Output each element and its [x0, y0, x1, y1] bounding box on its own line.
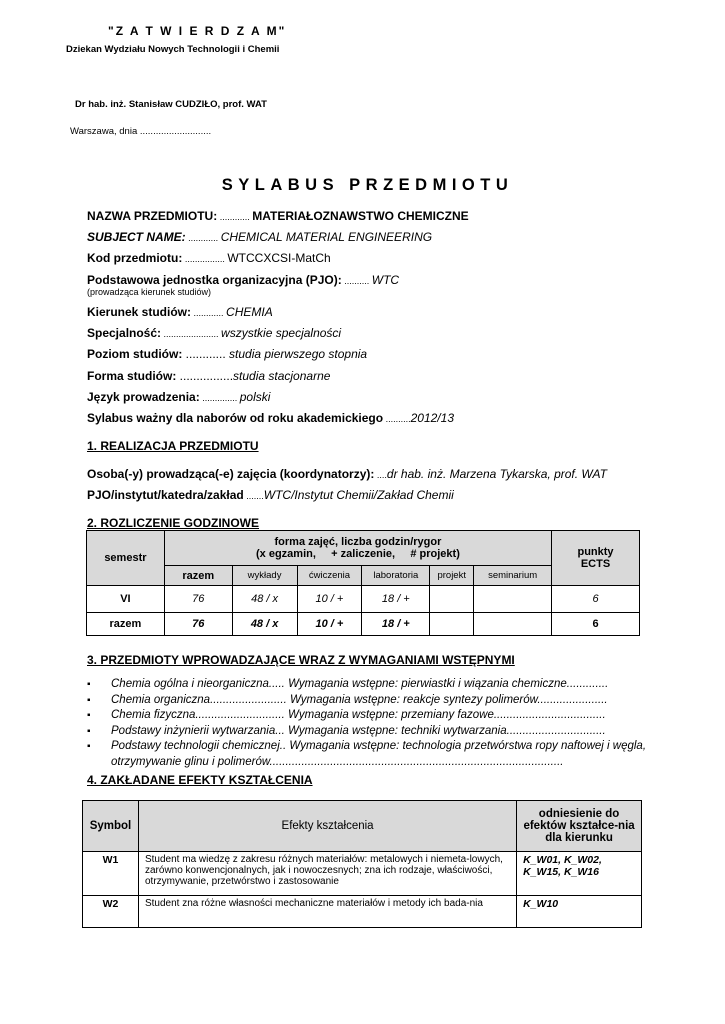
field-course-code — [87, 251, 331, 265]
header-exercises: ćwiczenia — [297, 566, 362, 586]
field-value: CHEMIA — [226, 305, 273, 319]
header-lectures: wykłady — [232, 566, 297, 586]
cell-symbol: W1 — [83, 852, 139, 896]
cell-ects: 6 — [552, 613, 640, 636]
list-item-text: Chemia ogólna i nieorganiczna..... Wymagania wstępne: pierwiastki i wiązania chemiczne............. — [111, 678, 609, 690]
field-dots: ............ — [182, 347, 230, 361]
field-org-unit — [87, 273, 399, 287]
document-title: SYLABUS PRZEDMIOTU — [221, 176, 514, 194]
section-2-title: 2. ROZLICZENIE GODZINOWE — [87, 516, 260, 530]
header-effects: Efekty kształcenia — [138, 801, 516, 852]
field-value: 2012/13 — [410, 411, 454, 425]
field-value: WTC — [371, 273, 400, 287]
list-item-text: Podstawy technologii chemicznej.. Wymagania wstępne: technologia przetwórstwa ropy naftowej i węgla, otrzymywanie glinu i polimerów............................................................................................ — [111, 740, 647, 768]
header-seminar: seminarium — [474, 566, 552, 586]
cell-labs: 18 / + — [362, 613, 430, 636]
cell-ects: 6 — [552, 586, 640, 613]
field-dots: ...................... — [161, 329, 222, 339]
header-symbol: Symbol — [83, 801, 139, 852]
field-dots: .......... — [383, 414, 411, 424]
field-label: Podstawowa jednostka organizacyjna (PJO): — [87, 273, 342, 287]
field-value: WTC/Instytut Chemii/Zakład Chemii — [263, 488, 454, 502]
field-dots: ............ — [191, 308, 227, 318]
cell-lectures: 48 / x — [232, 613, 297, 636]
field-valid-from — [87, 411, 454, 425]
cell-labs: 18 / + — [362, 586, 430, 613]
field-value: studia pierwszego stopnia — [229, 347, 368, 361]
field-label: Kod przedmiotu: — [87, 251, 183, 265]
header-reference: odniesienie do efektów kształce-nia dla kierunku — [517, 801, 642, 852]
cell-reference: K_W10 — [517, 896, 642, 928]
table-row — [87, 586, 640, 613]
field-dots: .............. — [199, 393, 240, 403]
field-value: polski — [239, 390, 271, 404]
header-class-form-line2: (x egzamin, + zaliczenie, # projekt) — [256, 548, 460, 560]
list-item — [87, 739, 647, 770]
cell-exercises: 10 / + — [297, 586, 362, 613]
field-language — [87, 390, 270, 404]
effects-table — [82, 800, 642, 928]
header-project: projekt — [430, 566, 474, 586]
field-pjo — [87, 488, 454, 502]
hours-table — [86, 530, 640, 636]
field-value: dr hab. inż. Marzena Tykarska, prof. WAT — [386, 467, 607, 481]
field-org-unit-note: (prowadząca kierunek studiów) — [87, 287, 212, 297]
field-value: wszystkie specjalności — [221, 326, 342, 340]
bullet-icon: ▪ — [87, 741, 91, 752]
cell-effect: Student zna różne własności mechaniczne materiałów i metody ich bada-nia — [138, 896, 516, 928]
field-label: Sylabus ważny dla naborów od roku akademickiego — [87, 411, 384, 425]
cell-semester: VI — [87, 586, 165, 613]
table-row — [83, 852, 642, 896]
header-semester: semestr — [87, 531, 165, 586]
date-line: Warszawa, dnia ........................... — [70, 126, 212, 137]
list-item — [87, 693, 647, 709]
field-label: Poziom studiów: — [87, 347, 183, 361]
field-value: CHEMICAL MATERIAL ENGINEERING — [220, 230, 433, 244]
field-dots: ....... — [243, 491, 264, 501]
list-item — [87, 708, 647, 724]
cell-effect: Student ma wiedzę z zakresu różnych materiałów: metalowych i niemeta-lowych, zarówno konwencjonalnych, jak i nowoczesnych; zna ich rodzaje, właściwości, otrzymywanie, przetwórstwo i zastosowanie — [138, 852, 516, 896]
field-label: Kierunek studiów: — [87, 305, 192, 319]
field-label: SUBJECT NAME: — [87, 230, 186, 244]
bullet-icon: ▪ — [87, 679, 91, 690]
section-3-title: 3. PRZEDMIOTY WPROWADZAJĄCE WRAZ Z WYMAGANIAMI WSTĘPNYMI — [87, 653, 515, 667]
cell-exercises: 10 / + — [297, 613, 362, 636]
field-study-form — [87, 369, 330, 383]
header-labs: laboratoria — [362, 566, 430, 586]
list-item-text: Chemia fizyczna............................ Wymagania wstępne: przemiany fazowe................................... — [111, 709, 606, 721]
bullet-icon: ▪ — [87, 694, 91, 706]
cell-total: 76 — [164, 586, 232, 613]
field-direction — [87, 305, 273, 319]
list-item-text: Podstawy inżynierii wytwarzania... Wymagania wstępne: techniki wytwarzania............................... — [111, 724, 606, 737]
list-item — [87, 724, 647, 740]
list-item-text: Chemia organiczna........................ Wymagania wstępne: reakcje syntezy polimerów...................... — [111, 693, 608, 706]
field-subject-name — [87, 230, 432, 244]
field-specialty — [87, 326, 341, 340]
header-class-form-line1: forma zajęć, liczba godzin/rygor — [274, 536, 442, 548]
cell-lectures: 48 / x — [232, 586, 297, 613]
field-value: studia stacjonarne — [233, 369, 331, 383]
field-label: NAZWA PRZEDMIOTU: — [87, 209, 218, 223]
dean-title: Dziekan Wydziału Nowych Technologii i Chemii — [66, 44, 280, 55]
field-label: Forma studiów: — [87, 369, 177, 383]
header-ects: punkty ECTS — [552, 531, 640, 586]
field-value: WTCCXCSI-MatCh — [227, 251, 331, 265]
field-label: PJO/instytut/katedra/zakład — [87, 488, 244, 502]
field-course-name — [87, 209, 469, 223]
prerequisites-list — [87, 677, 647, 770]
header-class-form — [164, 531, 551, 566]
field-coordinator — [87, 467, 607, 481]
cell-reference: K_W01, K_W02, K_W15, K_W16 — [517, 852, 642, 896]
approval-heading: "Z A T W I E R D Z A M" — [108, 24, 287, 38]
cell-project — [430, 613, 474, 636]
list-item — [87, 677, 647, 693]
field-label: Język prowadzenia: — [87, 390, 200, 404]
header-total: razem — [164, 566, 232, 586]
table-row — [83, 896, 642, 928]
field-dots: ................ — [176, 369, 234, 383]
cell-seminar — [474, 586, 552, 613]
field-value: MATERIAŁOZNAWSTWO CHEMICZNE — [252, 209, 469, 223]
field-label: Specjalność: — [87, 326, 162, 340]
field-dots: ................ — [182, 254, 228, 264]
field-level — [87, 347, 367, 361]
cell-total: 76 — [164, 613, 232, 636]
field-dots: ............ — [217, 212, 253, 222]
field-dots: .......... — [341, 276, 372, 286]
cell-project — [430, 586, 474, 613]
field-dots: ............ — [185, 233, 221, 243]
table-row — [87, 613, 640, 636]
cell-symbol: W2 — [83, 896, 139, 928]
bullet-icon: ▪ — [87, 710, 91, 721]
signatory-name: Dr hab. inż. Stanisław CUDZIŁO, prof. WAT — [75, 99, 267, 110]
field-dots: .... — [374, 470, 387, 480]
cell-semester: razem — [87, 613, 165, 636]
section-1-title: 1. REALIZACJA PRZEDMIOTU — [87, 439, 259, 453]
cell-seminar — [474, 613, 552, 636]
field-label: Osoba(-y) prowadząca(-e) zajęcia (koordynatorzy): — [87, 467, 375, 481]
section-4-title: 4. ZAKŁADANE EFEKTY KSZTAŁCENIA — [87, 773, 313, 787]
bullet-icon: ▪ — [87, 725, 91, 737]
